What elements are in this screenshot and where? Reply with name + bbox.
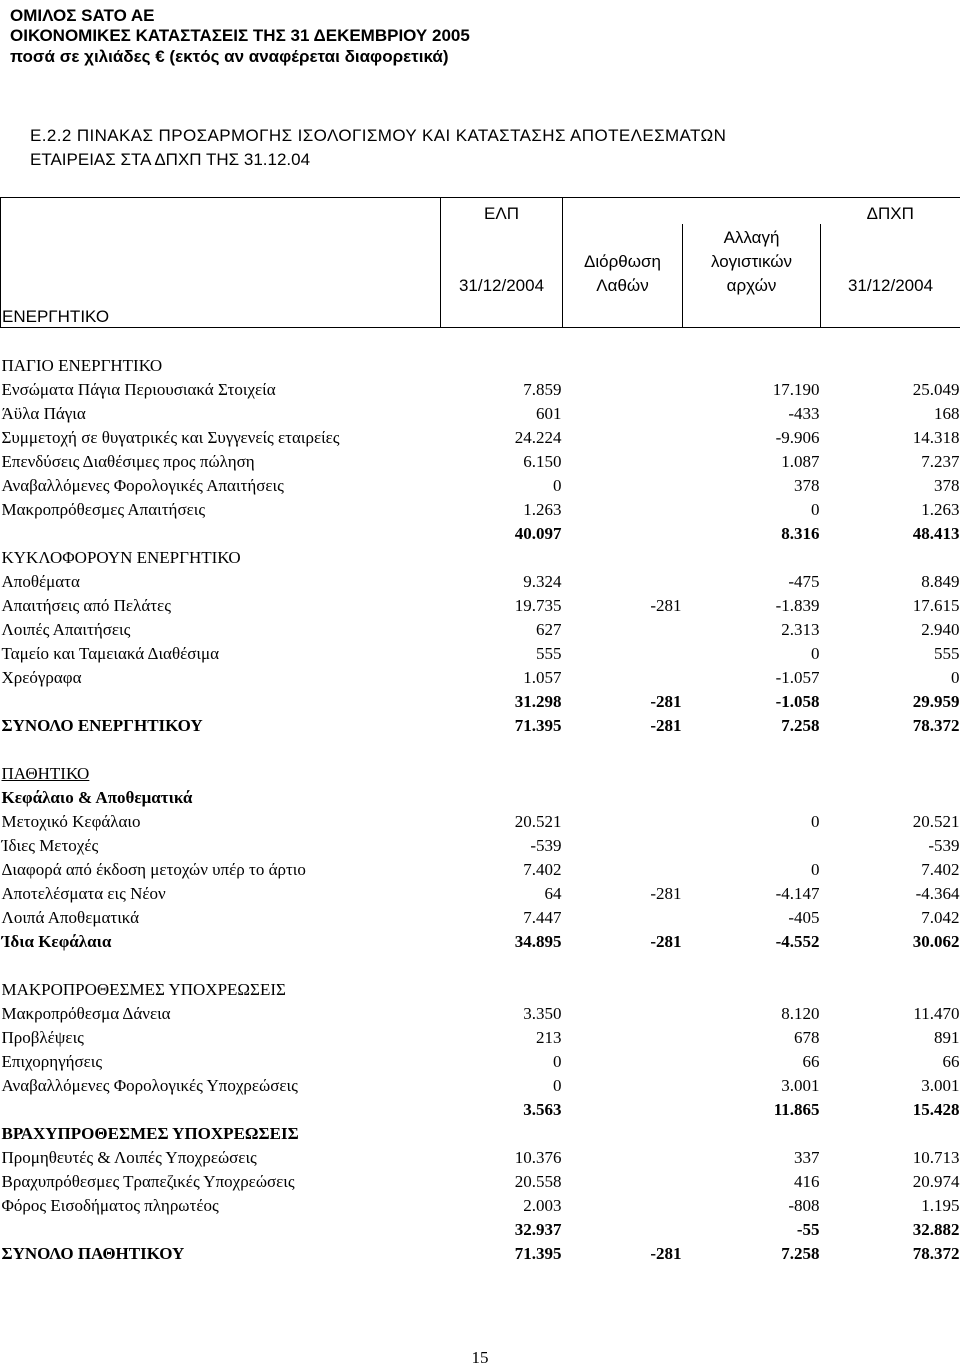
gaap-column-header: ΕΛΠ [441,198,563,224]
row-value-c3: -1.839 [775,596,820,615]
row-value-c3: -4.147 [775,884,820,903]
table-row [1,712,960,736]
row-value-c2 [563,808,683,832]
row-label: Κεφάλαιο & Αποθεματικά [1,788,193,807]
row-value-c2 [563,424,683,448]
row-value-c3: 378 [794,476,820,495]
table-row [1,472,960,496]
row-value-c3: 7.258 [781,1244,820,1263]
row-label [1,952,441,976]
row-value-c4 [821,976,960,1000]
row-value-c3: -1.058 [775,692,820,711]
row-value-c2 [563,664,683,688]
row-label: Διαφορά από έκδοση μετοχών υπέρ το άρτιο [1,860,306,879]
row-value-c1: 64 [544,884,562,903]
row-value-c3: 66 [802,1052,820,1071]
row-value-c3: 11.865 [773,1100,820,1119]
row-value-c2 [563,1096,683,1120]
row-value-c3: -475 [788,572,820,591]
table-row [1,664,960,688]
table-row [1,1048,960,1072]
row-value-c2 [563,1144,683,1168]
row-value-c2 [563,1192,683,1216]
row-label [1,520,441,544]
row-label: Επενδύσεις Διαθέσιμες προς πώληση [1,452,255,471]
table-row [1,352,960,376]
row-value-c2: -281 [650,716,682,735]
row-value-c4: 7.237 [921,452,960,471]
row-value-c1 [441,976,563,1000]
row-label: Χρεόγραφα [1,668,82,687]
row-value-c2: -281 [650,884,682,903]
row-label: Αναβαλλόμενες Φορολογικές Υποχρεώσεις [1,1076,298,1095]
ifrs-date-header: 31/12/2004 [821,272,960,296]
table-row [1,640,960,664]
row-value-c4: 30.062 [912,932,960,951]
table-row [1,424,960,448]
row-value-c3: 416 [794,1172,820,1191]
table-row [1,496,960,520]
balance-sheet-table [0,197,960,1264]
row-value-c4 [821,784,960,808]
row-value-c2: -281 [650,932,682,951]
row-value-c1: 31.298 [514,692,562,711]
table-row [1,1096,960,1120]
row-label: Μακροπρόθεσμα Δάνεια [1,1004,171,1023]
row-value-c4 [821,760,960,784]
row-value-c3: 337 [794,1148,820,1167]
row-value-c1: 7.447 [523,908,562,927]
row-value-c3: 2.313 [781,620,820,639]
reconciliation-table [0,197,960,1264]
table-row [1,520,960,544]
row-value-c1: 555 [536,644,562,663]
row-value-c4: 891 [934,1028,960,1047]
change-header-line1: Αλλαγή [683,224,821,248]
table-row [1,880,960,904]
row-value-c1: 601 [536,404,562,423]
row-value-c2 [563,736,683,760]
row-value-c2 [563,520,683,544]
table-row [1,784,960,808]
row-value-c4: 48.413 [912,524,960,543]
row-label [1,1096,441,1120]
row-value-c1: 71.395 [514,1244,562,1263]
row-value-c2 [563,544,683,568]
row-value-c2 [563,1120,683,1144]
row-label: Φόρος Εισοδήματος πληρωτέος [1,1196,219,1215]
row-value-c1: 1.057 [523,668,562,687]
row-value-c2 [563,1024,683,1048]
row-label: Συμμετοχή σε θυγατρικές και Συγγενείς εταιρείες [1,428,340,447]
row-value-c4: 7.402 [921,860,960,879]
row-label: ΣΥΝΟΛΟ ΠΑΘΗΤΙΚΟΥ [1,1244,185,1263]
row-value-c3 [683,952,821,976]
row-value-c1: 32.937 [514,1220,562,1239]
table-row [1,400,960,424]
row-value-c3: 0 [811,644,820,663]
row-value-c1: 1.263 [523,500,562,519]
row-value-c3: 0 [811,812,820,831]
table-row [1,1192,960,1216]
row-value-c3: 7.258 [781,716,820,735]
row-value-c1: 0 [553,1076,562,1095]
row-label: Μακροπρόθεσμες Απαιτήσεις [1,500,206,519]
row-value-c3 [683,352,821,376]
ifrs-column-header: ΔΠΧΠ [821,198,960,224]
row-value-c4: 7.042 [921,908,960,927]
row-value-c3: 1.087 [781,452,820,471]
table-row [1,760,960,784]
row-value-c1: 20.521 [514,812,562,831]
row-value-c2 [563,472,683,496]
row-value-c4: 25.049 [912,380,960,399]
row-value-c4: 8.849 [921,572,960,591]
row-value-c3: -9.906 [775,428,820,447]
row-value-c1: 20.558 [514,1172,562,1191]
row-value-c4: 1.195 [921,1196,960,1215]
row-value-c1 [441,352,563,376]
row-value-c2 [563,856,683,880]
row-value-c1: 9.324 [523,572,562,591]
row-value-c3: 3.001 [781,1076,820,1095]
row-value-c3 [683,784,821,808]
row-value-c3 [683,832,821,856]
row-value-c1: 0 [553,1052,562,1071]
table-row [1,568,960,592]
row-value-c4: 15.428 [912,1100,960,1119]
row-value-c2 [563,904,683,928]
row-value-c1: 7.402 [523,860,562,879]
row-label: Λοιπές Απαιτήσεις [1,620,131,639]
row-value-c3: -808 [788,1196,820,1215]
row-label [1,688,441,712]
table-row [1,832,960,856]
row-value-c1: 24.224 [514,428,562,447]
table-row [1,952,960,976]
row-value-c3 [683,760,821,784]
row-value-c4: -4.364 [915,884,960,903]
row-value-c4: 20.974 [912,1172,960,1191]
table-row [1,1240,960,1264]
row-label [1,1216,441,1240]
row-label: ΒΡΑΧΥΠΡΟΘΕΣΜΕΣ ΥΠΟΧΡΕΩΣΕΙΣ [1,1124,299,1143]
row-value-c4: 1.263 [921,500,960,519]
row-label: Άϋλα Πάγια [1,404,86,423]
row-value-c2 [563,568,683,592]
table-row [1,592,960,616]
row-value-c1: 2.003 [523,1196,562,1215]
row-label: ΚΥΚΛΟΦΟΡΟΥΝ ΕΝΕΡΓΗΤΙΚΟ [1,548,241,567]
row-label: Αναβαλλόμενες Φορολογικές Απαιτήσεις [1,476,284,495]
row-value-c2 [563,976,683,1000]
table-row [1,1168,960,1192]
row-value-c2 [563,1168,683,1192]
row-value-c3: -405 [788,908,820,927]
row-value-c2 [563,1216,683,1240]
row-value-c1: 19.735 [514,596,562,615]
row-value-c1 [441,736,563,760]
row-label: Λοιπά Αποθεματικά [1,908,140,927]
row-value-c4 [821,736,960,760]
row-value-c4: 78.372 [912,1244,960,1263]
table-row [1,736,960,760]
row-value-c2 [563,784,683,808]
row-value-c3: -55 [796,1220,820,1239]
table-row [1,544,960,568]
row-label [1,736,441,760]
gaap-date-header: 31/12/2004 [441,272,563,296]
row-label: Αποτελέσματα εις Νέον [1,884,166,903]
row-value-c2 [563,376,683,400]
row-value-c3: 8.316 [781,524,820,543]
table-row [1,688,960,712]
statements-title: ΟΙΚΟΝΟΜΙΚΕΣ ΚΑΤΑΣΤΑΣΕΙΣ ΤΗΣ 31 ΔΕΚΕΜΒΡΙΟΥ 2005 [10,26,470,45]
row-label: Ίδια Κεφάλαια [1,932,112,951]
row-value-c4: 14.318 [912,428,960,447]
row-value-c3 [683,1120,821,1144]
row-value-c3 [683,736,821,760]
row-value-c3: 0 [811,500,820,519]
row-value-c2 [563,1000,683,1024]
row-value-c2 [563,616,683,640]
row-value-c3 [683,976,821,1000]
row-label: Προμηθευτές & Λοιπές Υποχρεώσεις [1,1148,257,1167]
row-value-c4: 29.959 [912,692,960,711]
section-title-line2: ΕΤΑΙΡΕΙΑΣ ΣΤΑ ΔΠΧΠ ΤΗΣ 31.12.04 [30,150,311,169]
assets-label: ΕΝΕΡΓΗΤΙΚΟ [1,296,441,328]
row-value-c1: 34.895 [514,932,562,951]
table-row [1,1120,960,1144]
row-value-c4 [821,1120,960,1144]
table-row [1,1144,960,1168]
row-value-c4: 78.372 [912,716,960,735]
row-value-c1: 3.563 [523,1100,562,1119]
table-row [1,1216,960,1240]
row-value-c1 [441,784,563,808]
row-label: ΜΑΚΡΟΠΡΟΘΕΣΜΕΣ ΥΠΟΧΡΕΩΣΕΙΣ [1,980,286,999]
row-value-c2: -281 [650,596,682,615]
row-value-c1 [441,760,563,784]
row-label: Επιχορηγήσεις [1,1052,103,1071]
row-value-c4: 3.001 [921,1076,960,1095]
row-value-c3: -433 [788,404,820,423]
row-value-c4: 32.882 [912,1220,960,1239]
table-row [1,976,960,1000]
table-row [1,376,960,400]
row-label: Ίδιες Μετοχές [1,836,99,855]
row-value-c2 [563,400,683,424]
row-value-c4: 378 [934,476,960,495]
row-value-c3: 8.120 [781,1004,820,1023]
row-value-c2 [563,760,683,784]
row-value-c1: 213 [536,1028,562,1047]
row-label: ΠΑΓΙΟ ΕΝΕΡΓΗΤΙΚΟ [1,356,163,375]
row-value-c4 [821,352,960,376]
row-value-c4: 168 [934,404,960,423]
row-value-c2 [563,832,683,856]
row-value-c1: 71.395 [514,716,562,735]
row-value-c1: 627 [536,620,562,639]
row-value-c3 [683,544,821,568]
row-value-c3: 0 [811,860,820,879]
row-value-c2 [563,1072,683,1096]
row-value-c1 [441,952,563,976]
row-value-c4: 2.940 [921,620,960,639]
row-value-c2 [563,1048,683,1072]
row-value-c4: 555 [934,644,960,663]
table-row [1,904,960,928]
row-value-c2 [563,352,683,376]
row-value-c1: 3.350 [523,1004,562,1023]
row-label: Απαιτήσεις από Πελάτες [1,596,171,615]
table-row [1,1024,960,1048]
row-value-c2 [563,496,683,520]
row-value-c4: 11.470 [913,1004,960,1023]
table-row [1,928,960,952]
row-value-c1: 10.376 [514,1148,562,1167]
correction-header-line1: Διόρθωση [563,248,683,272]
row-value-c2 [563,640,683,664]
row-value-c4: 66 [942,1052,960,1071]
row-value-c1: 7.859 [523,380,562,399]
row-value-c1: -539 [530,836,562,855]
row-value-c4 [821,544,960,568]
row-value-c2: -281 [650,1244,682,1263]
row-value-c1: 40.097 [514,524,562,543]
row-value-c3: 678 [794,1028,820,1047]
change-header-line2: λογιστικών [683,248,821,272]
row-value-c3: -4.552 [775,932,820,951]
amounts-note: ποσά σε χιλιάδες € (εκτός αν αναφέρεται διαφορετικά) [10,47,449,66]
table-row [1,1000,960,1024]
change-header-line3: αρχών [683,272,821,296]
row-label: Ταμείο και Ταμειακά Διαθέσιμα [1,644,219,663]
row-value-c2 [563,952,683,976]
table-row [1,808,960,832]
table-row [1,616,960,640]
table-row [1,856,960,880]
row-value-c4 [821,952,960,976]
row-value-c1 [441,544,563,568]
row-value-c1: 6.150 [523,452,562,471]
table-row [1,1072,960,1096]
row-label: Βραχυπρόθεσμες Τραπεζικές Υποχρεώσεις [1,1172,295,1191]
row-value-c3: -1.057 [775,668,820,687]
company-name: ΟΜΙΛΟΣ SATO AE [10,6,155,25]
row-value-c4: 10.713 [912,1148,960,1167]
row-label: Αποθέματα [1,572,80,591]
row-label: Μετοχικό Κεφάλαιο [1,812,141,831]
row-value-c1 [441,1120,563,1144]
row-value-c4: -539 [928,836,960,855]
section-title-line1: E.2.2 ΠΙΝΑΚΑΣ ΠΡΟΣΑΡΜΟΓΗΣ ΙΣΟΛΟΓΙΣΜΟΥ ΚΑΙ ΚΑΤΑΣΤΑΣΗΣ ΑΠΟΤΕΛΕΣΜΑΤΩΝ [30,126,727,145]
row-value-c4: 20.521 [912,812,960,831]
table-row [1,448,960,472]
row-label: ΣΥΝΟΛΟ ΕΝΕΡΓΗΤΙΚΟΥ [1,716,203,735]
row-label: ΠΑΘΗΤΙΚΟ [1,764,90,783]
page-number: 15 [471,1348,489,1367]
row-value-c2: -281 [650,692,682,711]
correction-header-line2: Λαθών [563,272,683,296]
row-value-c3: 17.190 [772,380,820,399]
row-value-c4: 0 [951,668,960,687]
row-value-c2 [563,448,683,472]
row-label: Ενσώματα Πάγια Περιουσιακά Στοιχεία [1,380,276,399]
row-value-c1: 0 [553,476,562,495]
row-value-c4: 17.615 [912,596,960,615]
row-label: Προβλέψεις [1,1028,84,1047]
